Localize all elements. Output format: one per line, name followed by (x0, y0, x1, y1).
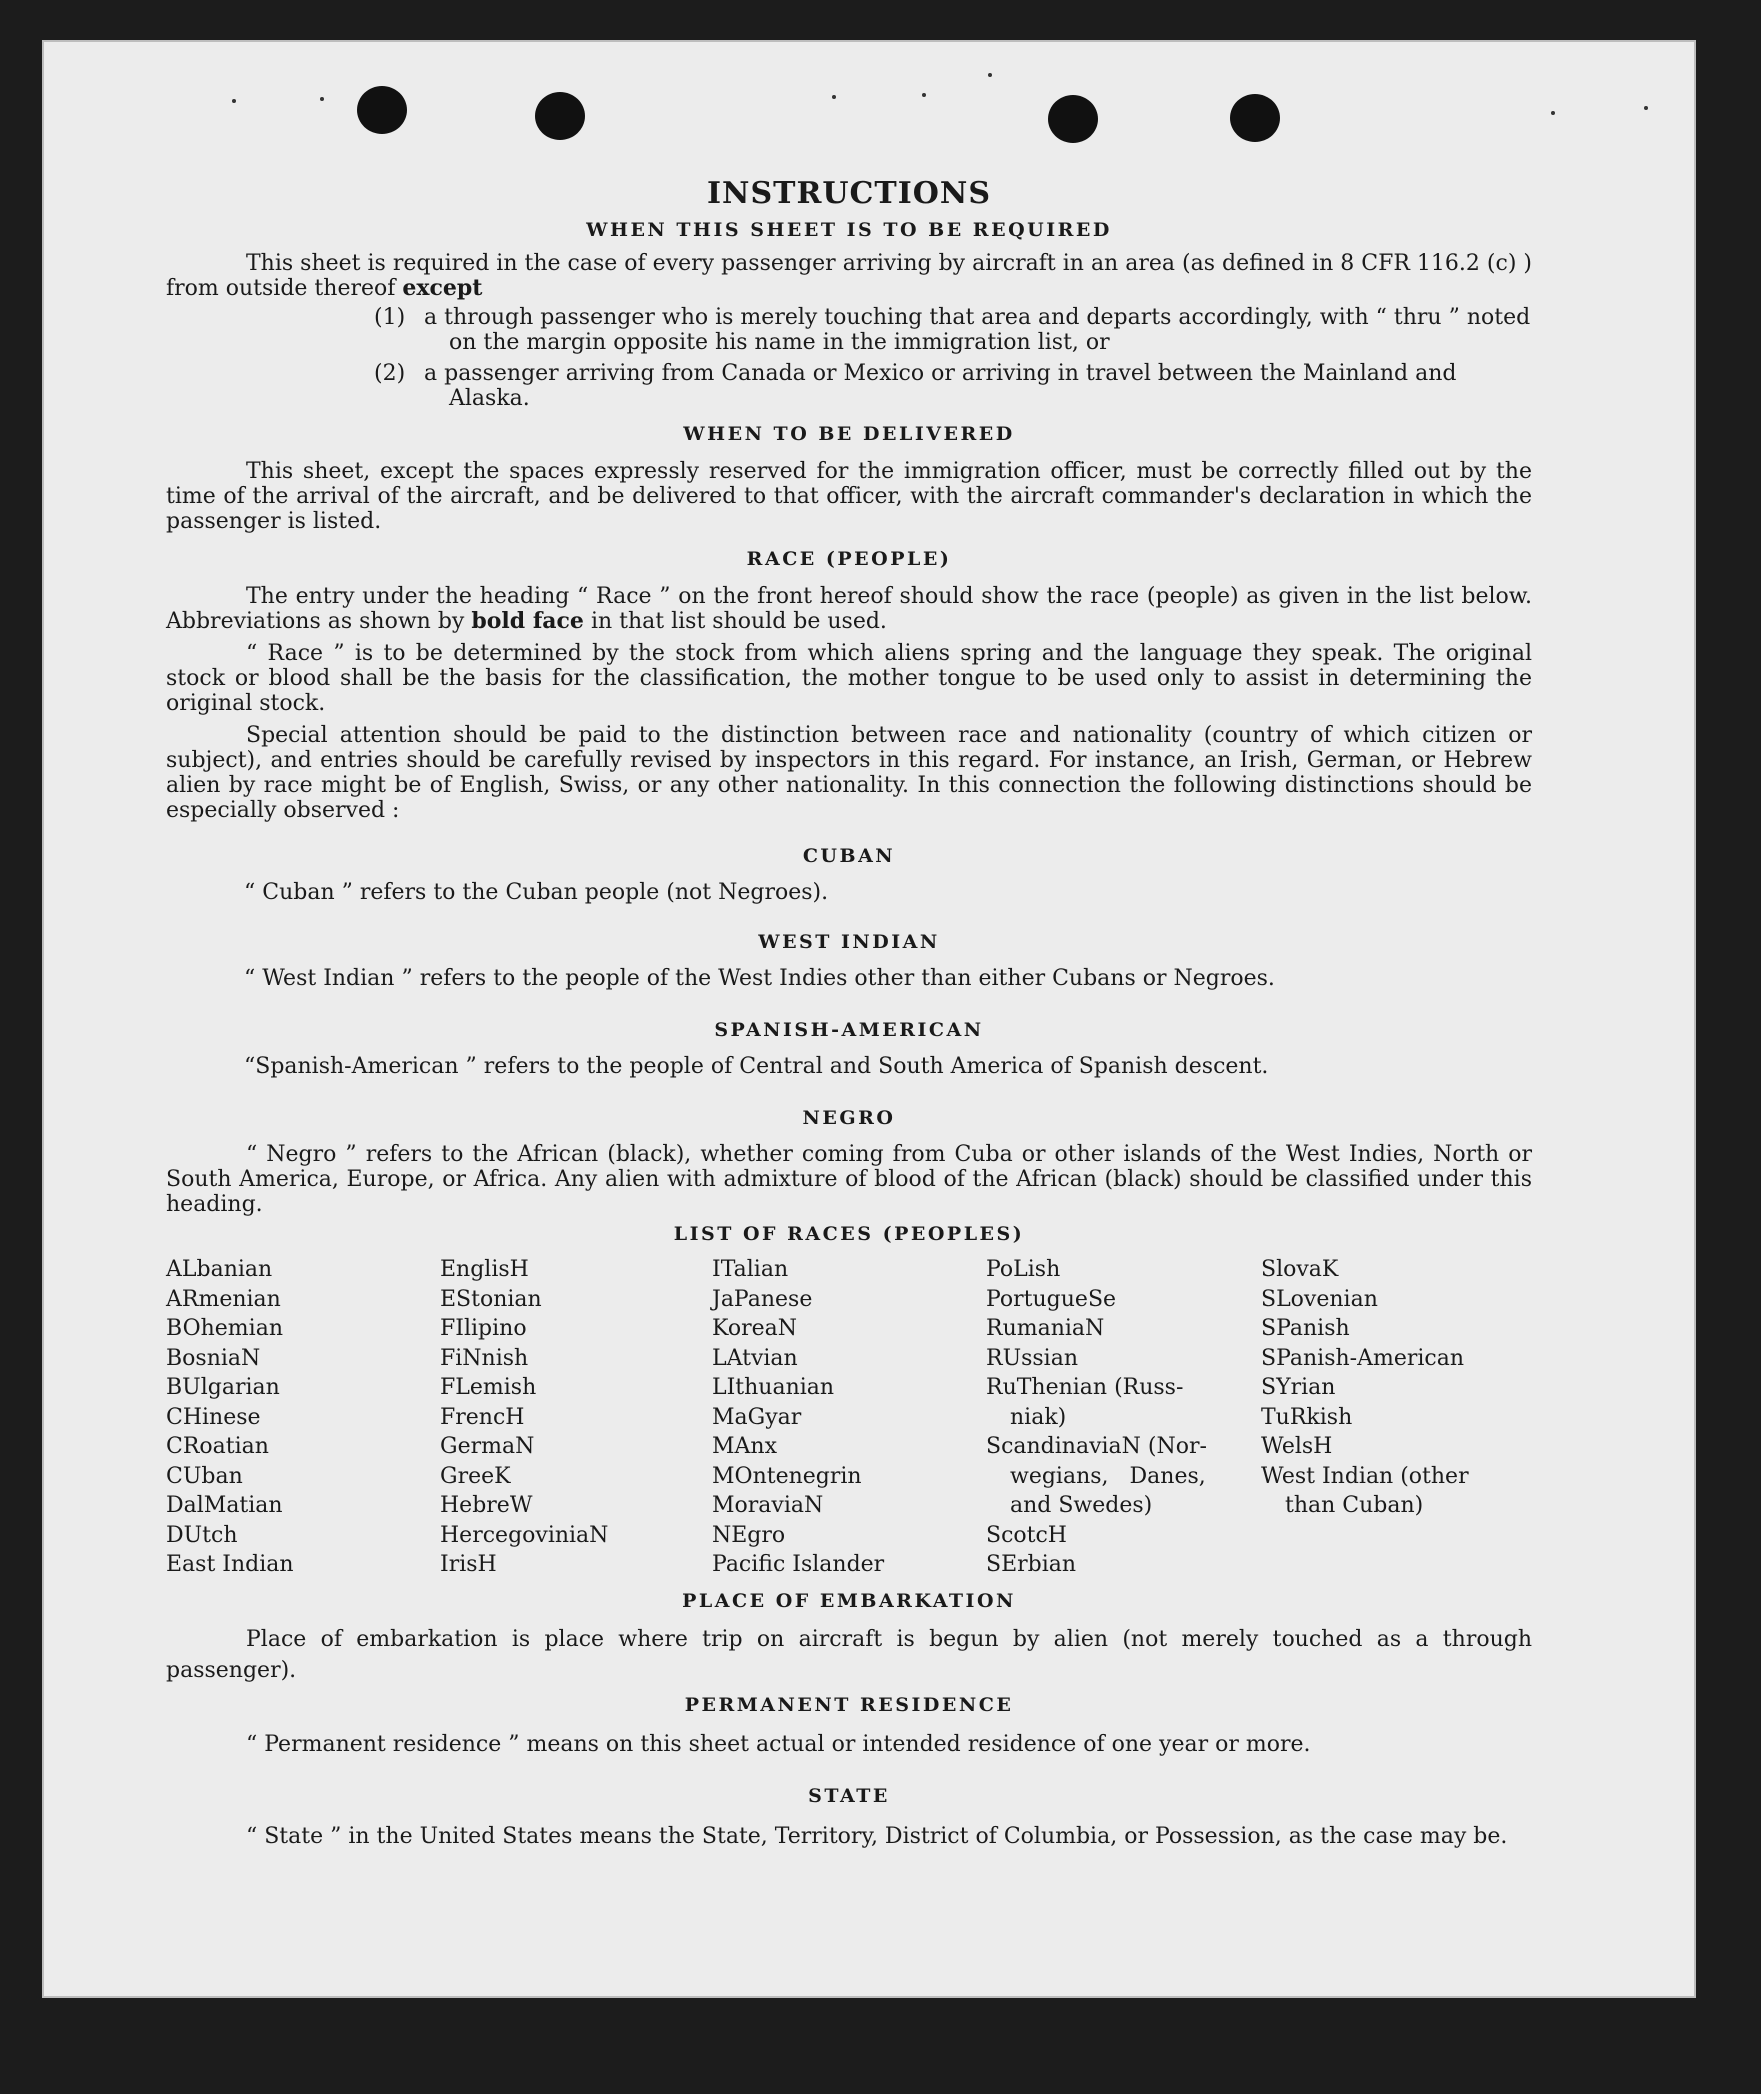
page-title: INSTRUCTIONS (707, 176, 991, 211)
race-entry: SlovaK (1261, 1257, 1339, 1282)
race-entry: ScandinaviaN (Nor- (986, 1434, 1207, 1459)
race-entry: ScotcH (986, 1522, 1067, 1548)
race-entry: ALbanian (166, 1257, 273, 1282)
race-entry: RumaniaN (986, 1316, 1105, 1341)
heading-cuban: CUBAN (802, 845, 896, 867)
race-entry-continued: niak) (1010, 1404, 1067, 1430)
race-entry: MAnx (712, 1434, 777, 1459)
heading-when-required: WHEN THIS SHEET IS TO BE REQUIRED (586, 219, 1112, 241)
race-entry: ITalian (712, 1257, 789, 1282)
race-entry: CHinese (166, 1404, 261, 1430)
race-entry: SYrian (1261, 1375, 1336, 1400)
race-entry: MOntenegrin (712, 1463, 862, 1489)
race-entry: FrencH (440, 1404, 525, 1430)
heading-list-of-races: LIST OF RACES (PEOPLES) (673, 1223, 1025, 1245)
west-indian-text: “ West Indian ” refers to the people of the West Indies other than either Cubans or Negroes. (244, 966, 1275, 991)
race-entry: WelsH (1261, 1434, 1333, 1459)
race-entry: East Indian (166, 1552, 294, 1577)
speck (320, 97, 324, 101)
race-entry: SLovenian (1261, 1286, 1378, 1312)
exception-item-1: (1) a through passenger who is merely touching that area and departs accordingly, with “ thru ” noted on the margin opposite his name in the immigration list, or (374, 305, 1531, 355)
speck (1644, 106, 1648, 110)
heading-permanent-residence: PERMANENT RESIDENCE (684, 1693, 1014, 1716)
races-column-1 (166, 1255, 440, 1580)
speck (832, 95, 836, 99)
race-paragraph-2: “ Race ” is to be determined by the stock from which aliens spring and the language they speak. The original stock or blood shall be the basis for the classification, the mother tongue to be used only to assist in determining the original stock. (166, 641, 1532, 716)
race-entry-continued: and Swedes) (1010, 1493, 1153, 1518)
speck (1551, 111, 1555, 115)
punch-hole-3 (1048, 95, 1098, 143)
embarkation-text: Place of embarkation is place where trip on aircraft is begun by alien (not merely touched as a through passenger). (166, 1626, 1532, 1683)
race-entry: DalMatian (166, 1493, 283, 1518)
race-entry: LIthuanian (712, 1375, 835, 1400)
exception-item-2: (2) a passenger arriving from Canada or Mexico or arriving in travel between the Mainland and Alaska. (374, 361, 1457, 411)
punch-hole-4 (1230, 94, 1280, 142)
race-entry: GreeK (440, 1463, 511, 1489)
race-entry: NEgro (712, 1522, 786, 1548)
race-entry: CUban (166, 1463, 243, 1489)
race-entry: DUtch (166, 1522, 238, 1548)
races-column-5 (1261, 1255, 1532, 1580)
race-paragraph-1: The entry under the heading “ Race ” on the front hereof should show the race (people) as given in the list below. Abbreviations as shown by bold face in that list should be used. (166, 584, 1532, 634)
heading-west-indian: WEST INDIAN (758, 931, 940, 953)
race-entry: EStonian (440, 1286, 542, 1312)
race-entry: KoreaN (712, 1316, 797, 1341)
race-entry: Pacific Islander (712, 1552, 885, 1577)
race-entry: MoraviaN (712, 1493, 824, 1518)
race-entry: FiNnish (440, 1345, 529, 1371)
heading-negro: NEGRO (802, 1107, 896, 1129)
race-entry: BosniaN (166, 1345, 261, 1371)
heading-when-delivered: WHEN TO BE DELIVERED (683, 423, 1015, 445)
race-entry: BOhemian (166, 1316, 283, 1341)
heading-state: STATE (808, 1784, 890, 1807)
races-column-3 (712, 1255, 986, 1580)
race-entry: HercegoviniaN (440, 1522, 609, 1548)
race-entry-continued: than Cuban) (1285, 1493, 1424, 1518)
race-entry: LAtvian (712, 1345, 798, 1371)
heading-race: RACE (PEOPLE) (746, 548, 952, 570)
race-entry: IrisH (440, 1552, 497, 1577)
race-entry: RUssian (986, 1345, 1079, 1371)
race-entry: MaGyar (712, 1404, 802, 1430)
races-column-4 (986, 1255, 1261, 1580)
race-entry: EnglisH (440, 1257, 529, 1282)
state-text: “ State ” in the United States means the State, Territory, District of Columbia, or Possession, as the case may be. (246, 1823, 1508, 1849)
race-entry: BUlgarian (166, 1375, 280, 1400)
cuban-text: “ Cuban ” refers to the Cuban people (not Negroes). (244, 880, 829, 905)
punch-hole-1 (357, 86, 407, 134)
race-entry-continued: wegians, Danes, (1010, 1463, 1206, 1489)
race-entry: SPanish-American (1261, 1345, 1465, 1371)
race-entry: CRoatian (166, 1434, 269, 1459)
heading-embarkation: PLACE OF EMBARKATION (682, 1589, 1016, 1612)
race-entry: TuRkish (1261, 1404, 1353, 1430)
race-entry: ARmenian (166, 1286, 281, 1312)
race-entry: PortugueSe (986, 1286, 1117, 1312)
race-entry: GermaN (440, 1434, 535, 1459)
instructions-content (166, 176, 1532, 1853)
race-entry: HebreW (440, 1493, 533, 1518)
when-required-intro: This sheet is required in the case of every passenger arriving by aircraft in an area (as defined in 8 CFR 116.2 (c) ) from outside thereof except (166, 251, 1532, 301)
spanish-american-text: “Spanish-American ” refers to the people of Central and South America of Spanish descent. (244, 1054, 1269, 1079)
race-entry: SPanish (1261, 1316, 1350, 1341)
race-entry: JaPanese (712, 1286, 813, 1312)
heading-spanish-american: SPANISH-AMERICAN (714, 1019, 984, 1041)
negro-text: “ Negro ” refers to the African (black), whether coming from Cuba or other islands of the West Indies, North or South America, Europe, or Africa. Any alien with admixture of blood of the African (black) should be classified under this heading. (166, 1142, 1532, 1217)
race-entry: RuThenian (Russ- (986, 1375, 1184, 1400)
race-entry: FLemish (440, 1375, 537, 1400)
race-entry: SErbian (986, 1552, 1077, 1577)
speck (922, 93, 926, 97)
speck (988, 73, 992, 77)
races-list (166, 1255, 1532, 1580)
when-delivered-text: This sheet, except the spaces expressly reserved for the immigration officer, must be correctly filled out by the time of the arrival of the aircraft, and be delivered to that officer, with the aircraft commander's declaration in which the passenger is listed. (166, 459, 1532, 534)
speck (232, 99, 236, 103)
race-entry: FIlipino (440, 1316, 527, 1341)
punch-hole-2 (535, 92, 585, 140)
residence-text: “ Permanent residence ” means on this sheet actual or intended residence of one year or more. (246, 1731, 1311, 1757)
race-paragraph-3: Special attention should be paid to the distinction between race and nationality (country of which citizen or subject), and entries should be carefully revised by inspectors in this regard. For instance, an Irish, German, or Hebrew alien by race might be of English, Swiss, or any other nationality. In this connection the following distinctions should be especially observed : (166, 723, 1532, 823)
race-entry: PoLish (986, 1257, 1061, 1282)
race-entry: West Indian (other (1261, 1463, 1469, 1489)
races-column-2 (440, 1255, 712, 1580)
